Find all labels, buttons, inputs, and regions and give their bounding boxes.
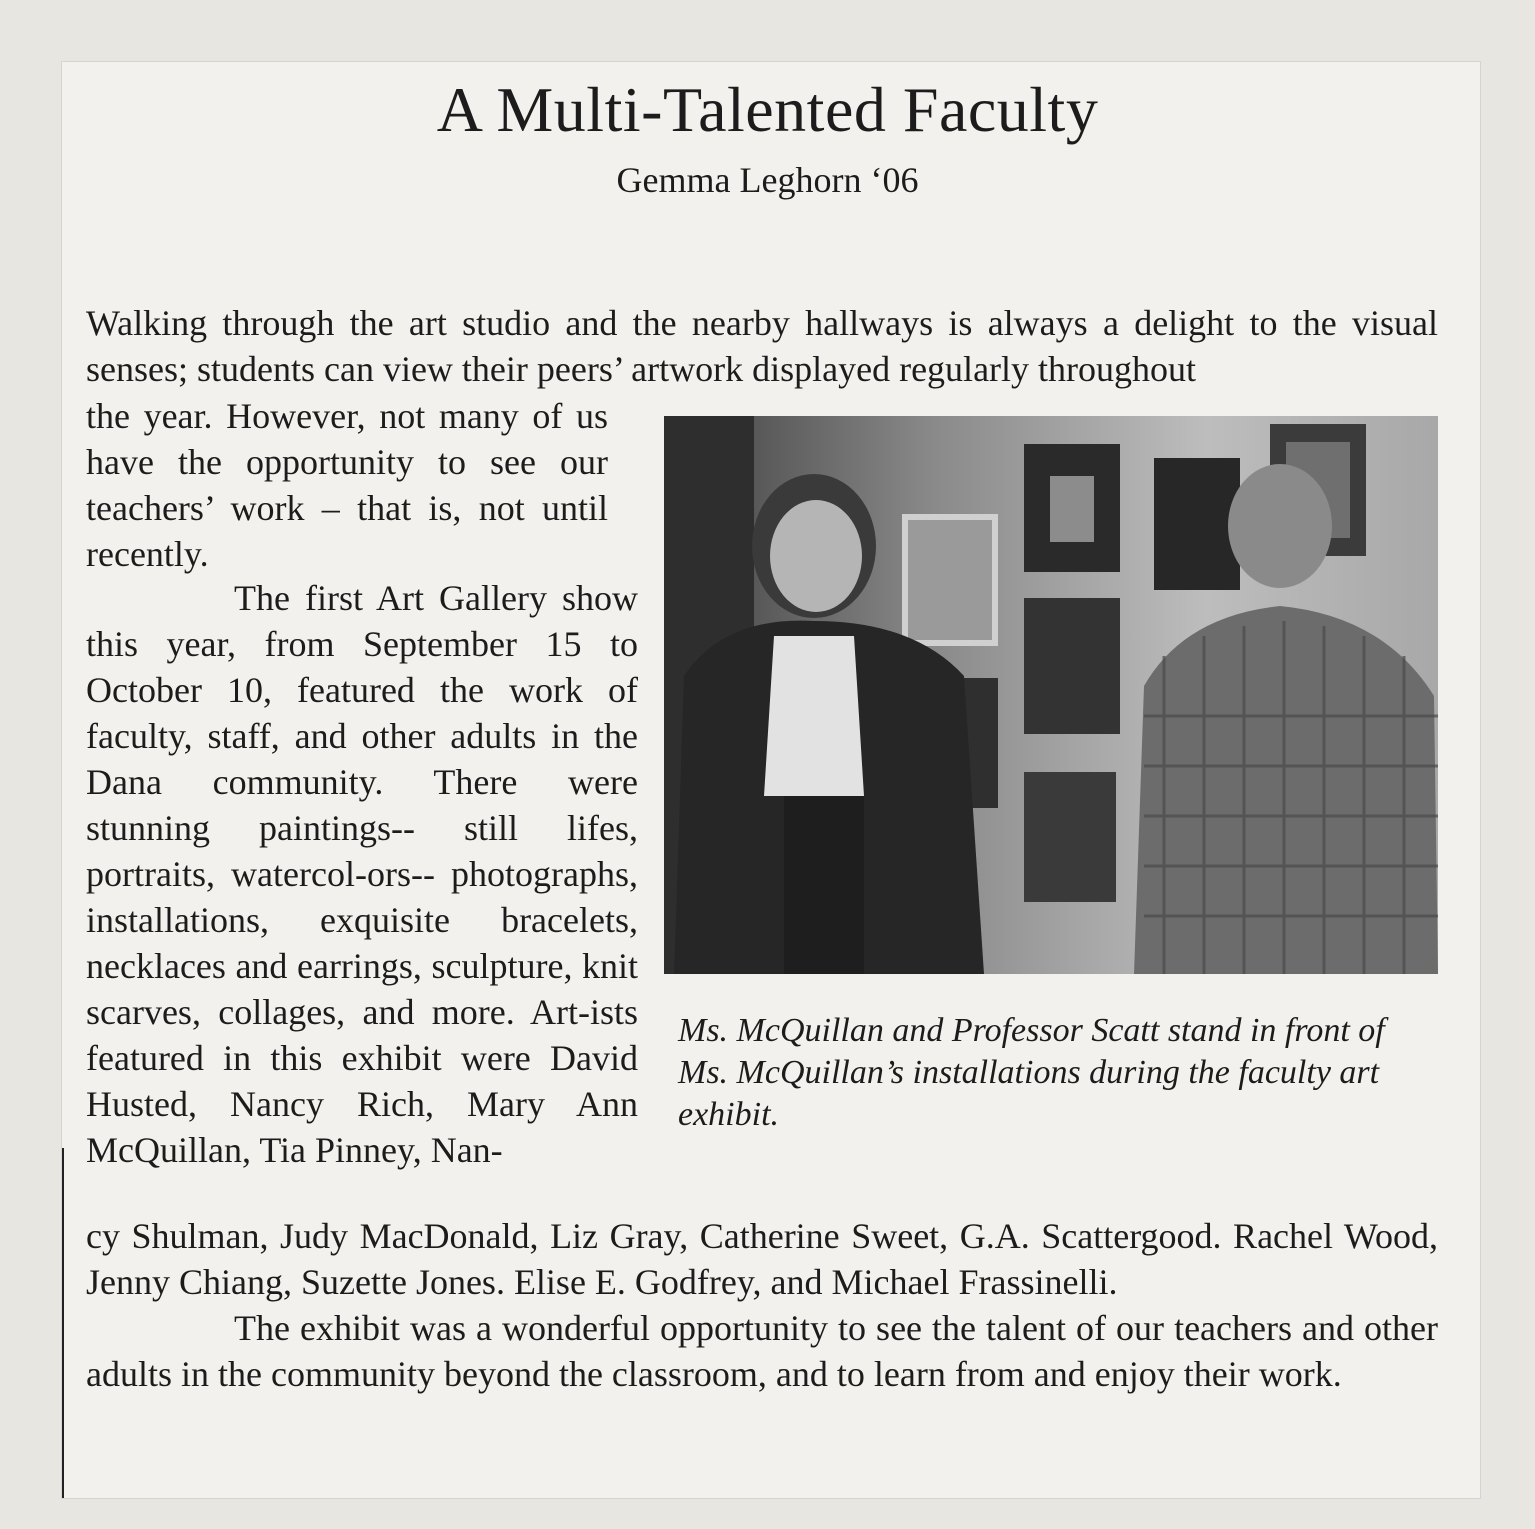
article-byline: Gemma Leghorn ‘06 xyxy=(616,160,919,200)
exhibit-photo-illustration xyxy=(664,416,1438,974)
exhibit-photo xyxy=(664,416,1438,974)
photo-caption: Ms. McQuillan and Professor Scatt stand in front of Ms. McQuillan’s installations during the faculty art exhibit. xyxy=(678,1012,1385,1133)
intro-paragraph: Walking through the art studio and the nearby hallways is always a delight to the visual senses; students can view their peers’ artwork displayed regularly throughout xyxy=(86,303,1438,389)
column-rule xyxy=(62,1148,64,1498)
paragraph-3: The exhibit was a wonderful opportunity to see the talent of our teachers and other adults in the community beyond the classroom, and to learn from and enjoy their work. xyxy=(86,1308,1438,1394)
article-title: A Multi-Talented Faculty xyxy=(436,74,1099,145)
paragraph-2: The first Art Gallery show this year, from September 15 to October 10, featured the work of faculty, staff, and other adults in the Dana community. There were stunning paintings-- still lifes, portraits, watercol-ors-- photographs, installations, exquisite bracelets, necklaces and earrings, sculpture, knit scarves, collages, and more. Art-ists featured in this exhibit were David Husted, Nancy Rich, Mary Ann McQuillan, Tia Pinney, Nan- xyxy=(86,578,638,1170)
paragraph-2-continued: cy Shulman, Judy MacDonald, Liz Gray, Catherine Sweet, G.A. Scattergood. Rachel Wood, Jenny Chiang, Suzette Jones. Elise E. Godfrey, and Michael Frassinelli. xyxy=(86,1216,1438,1302)
paragraph-1: the year. However, not many of us have the opportunity to see our teachers’ work – that is, not until recently. xyxy=(86,396,608,574)
